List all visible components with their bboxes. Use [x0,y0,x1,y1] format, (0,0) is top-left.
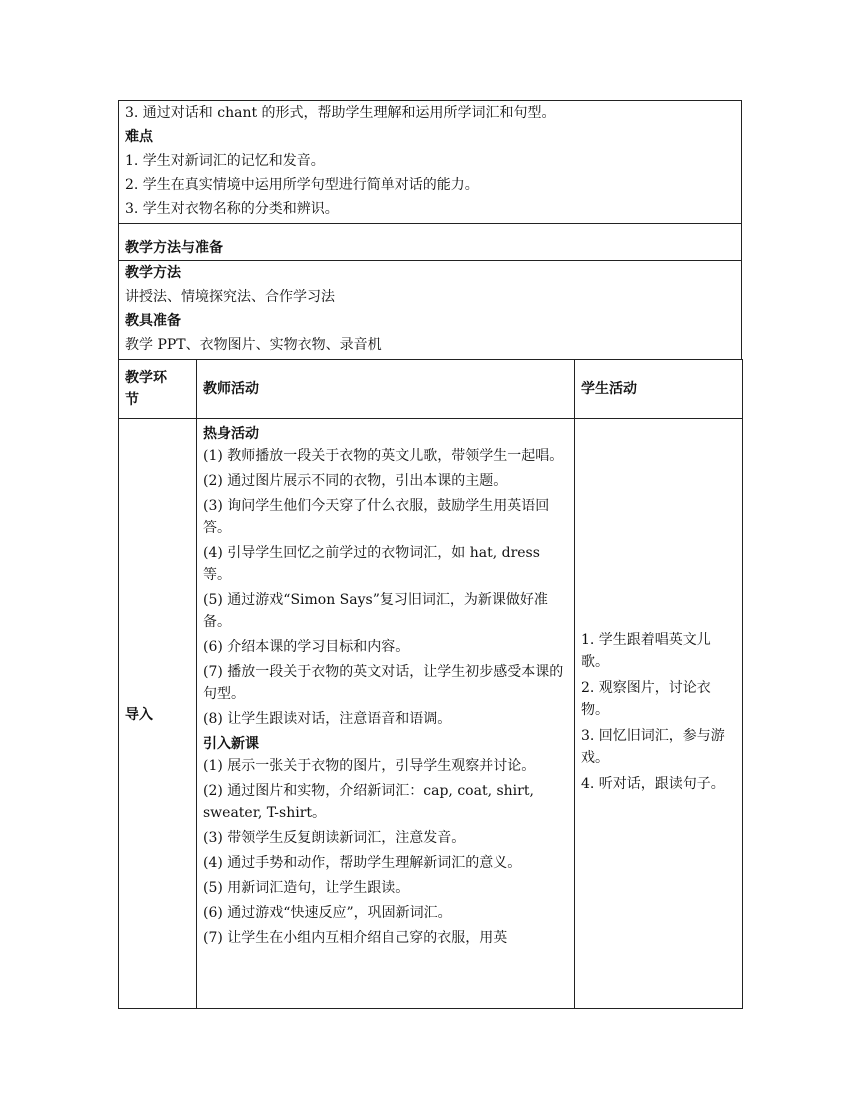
student-item: 2. 观察图片，讨论衣物。 [581,679,711,718]
warmup-item: (2) 通过图片展示不同的衣物，引出本课的主题。 [203,473,508,489]
warmup-item: (3) 询问学生他们今天穿了什么衣服，鼓励学生用英语回答。 [203,498,550,536]
student-item: 4. 听对话，跟读句子。 [581,775,725,792]
difficulties-heading: 难点 [125,129,153,145]
methods-section-header [118,223,742,260]
new-lesson-item: (3) 带领学生反复朗读新词汇，注意发音。 [203,830,466,846]
warmup-item: (5) 通过游戏“Simon Says”复习旧词汇，为新课做好准备。 [203,592,548,630]
difficulty-item-2: 2. 学生在真实情境中运用所学句型进行简单对话的能力。 [125,177,479,193]
warmup-item: (8) 让学生跟读对话，注意语音和语调。 [203,711,452,727]
lesson-plan-page [118,100,742,1009]
header-student [575,360,743,419]
methods-section-title: 教学方法与准备 [125,240,223,256]
student-item: 3. 回忆旧词汇，参与游戏。 [581,727,725,766]
objective-item-3: 3. 通过对话和 chant 的形式，帮助学生理解和运用所学词汇和句型。 [125,105,556,121]
warmup-item: (6) 介绍本课的学习目标和内容。 [203,639,410,655]
warmup-item: (1) 教师播放一段关于衣物的英文儿歌，带领学生一起唱。 [203,448,564,464]
new-lesson-item: (5) 用新词汇造句，让学生跟读。 [203,880,410,896]
prep-heading: 教具准备 [125,313,181,329]
new-lesson-item: (7) 让学生在小组内互相介绍自己穿的衣服，用英 [203,930,508,946]
difficulty-item-3: 3. 学生对衣物名称的分类和辨识。 [125,201,339,217]
warmup-item: (4) 引导学生回忆之前学过的衣物词汇，如 hat, dress 等。 [203,545,540,583]
lesson-table [118,359,743,1009]
methods-prep-box [118,260,742,359]
stage-cell [119,419,197,1009]
header-teacher [197,360,575,419]
header-teacher-label: 教师活动 [203,381,259,397]
student-item: 1. 学生跟着唱英文儿歌。 [581,631,711,670]
methods-heading: 教学方法 [125,265,181,281]
difficulty-item-1: 1. 学生对新词汇的记忆和发音。 [125,153,325,169]
methods-text: 讲授法、情境探究法、合作学习法 [125,289,335,305]
stage-label: 导入 [125,706,153,723]
header-student-label: 学生活动 [581,381,637,397]
new-lesson-item: (2) 通过图片和实物，介绍新词汇：cap, coat, shirt, sweater, T-shirt。 [203,783,534,821]
header-stage-line2: 节 [125,392,139,408]
header-stage-line1: 教学环 [125,370,167,386]
teacher-activity-cell [197,419,575,1009]
student-activity-cell [575,419,743,1009]
new-lesson-item: (1) 展示一张关于衣物的图片，引导学生观察并讨论。 [203,758,536,774]
table-row [119,419,743,1009]
new-lesson-heading: 引入新课 [203,736,259,752]
warmup-item: (7) 播放一段关于衣物的英文对话，让学生初步感受本课的句型。 [203,664,564,702]
objectives-difficulties-box [118,100,742,223]
warmup-heading: 热身活动 [203,426,259,442]
new-lesson-item: (6) 通过游戏“快速反应”，巩固新词汇。 [203,905,452,921]
table-header-row [119,360,743,419]
new-lesson-item: (4) 通过手势和动作，帮助学生理解新词汇的意义。 [203,855,522,871]
header-stage [119,360,197,419]
prep-text: 教学 PPT、衣物图片、实物衣物、录音机 [125,337,382,353]
